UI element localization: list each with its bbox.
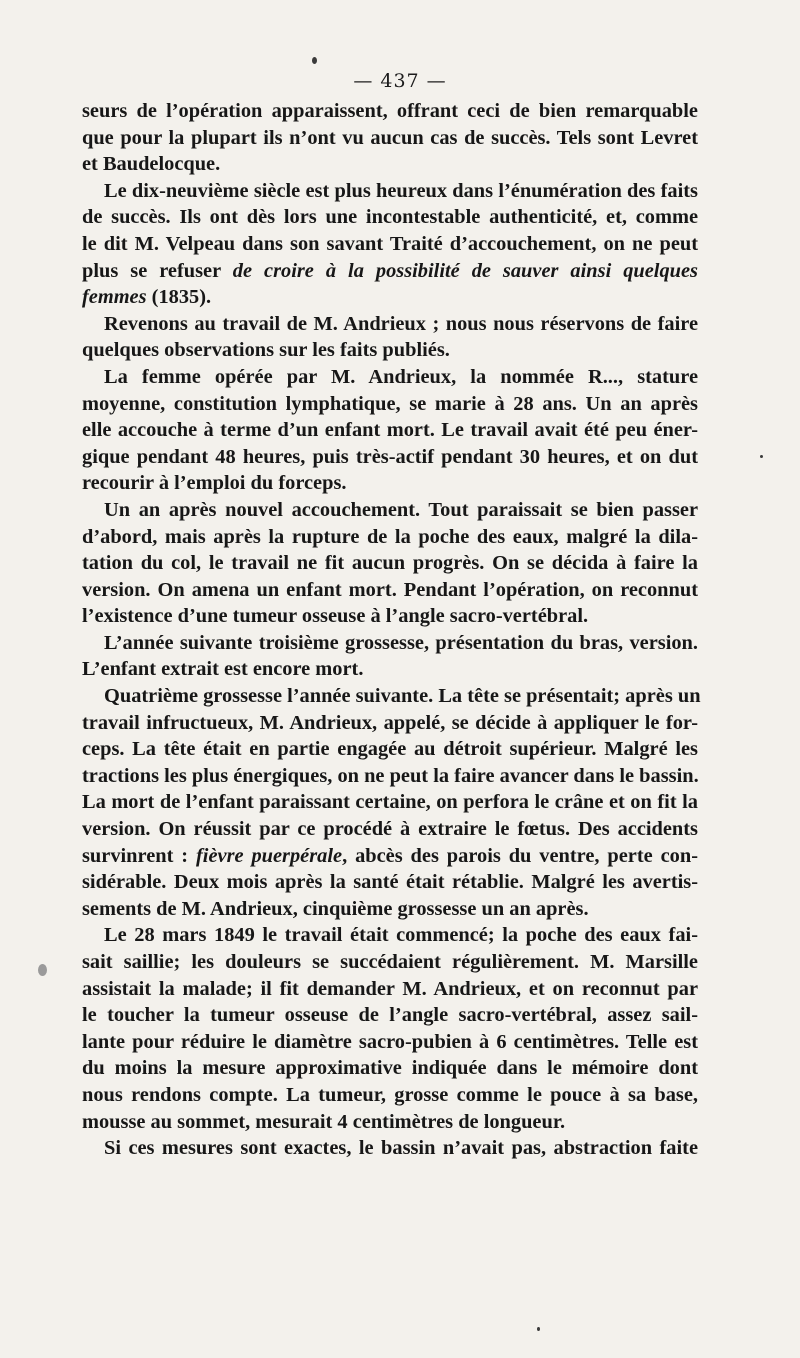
text-run: mousse au sommet, mesurait 4 centimètres de longueur. [82,1110,566,1133]
ink-speck [38,964,47,976]
text-run: Revenons au travail de M. Andrieux ; nous nous réservons de faire [104,312,698,335]
text-line [82,896,698,923]
text-run: L’année suivante troisième grossesse, présentation du bras, version. [104,631,698,654]
ink-speck [312,57,317,64]
text-line [82,125,698,152]
text-line [82,284,698,311]
ink-speck [760,455,763,458]
text-line [82,683,701,710]
text-line [82,417,698,444]
text-run: sait saillie; les douleurs se succédaient régulièrement. M. Marsille [82,951,698,973]
text-line [82,922,698,949]
text-line [82,524,698,551]
text-run: et Baudelocque. [82,153,221,176]
italic-text: femmes [82,286,147,309]
text-run: tractions les plus énergiques, on ne peut la faire avancer dans le bassin. [82,764,699,787]
text-line [82,789,698,816]
text-line [82,763,698,790]
text-line [82,656,698,683]
text-run: Un an après nouvel accouchement. Tout paraissait se bien passer [104,498,698,521]
text-run: moyenne, constitution lymphatique, se marie à 28 ans. Un an après [82,392,698,415]
text-line [82,1109,698,1136]
text-line [82,311,698,338]
text-run: nous rendons compte. La tumeur, grosse comme le pouce à sa base, [82,1083,698,1106]
text-run: ceps. La tête était en partie engagée au détroit supérieur. Malgré les [82,738,698,761]
text-line [82,178,698,205]
text-run: lante pour réduire le diamètre sacro-pubien à 6 centimètres. Telle est [82,1030,698,1053]
text-run: seurs de l’opération apparaissent, offrant ceci de bien remarquable [82,100,698,122]
text-run: quelques observations sur les faits publiés. [82,339,450,362]
text-run: version. On amena un enfant mort. Pendant l’opération, on reconnut [82,578,698,601]
text-line [82,630,698,657]
text-run: sements de M. Andrieux, cinquième grossesse un an après. [82,897,589,920]
text-line [82,258,698,285]
page-number: — 437 — [353,70,447,92]
text-run: le dit M. Velpeau dans son savant Traité d’accouchement, on ne peut [82,232,698,255]
ink-speck [537,1327,540,1331]
italic-text: de croire à la possibilité de sauver ainsi quelques [232,259,698,282]
text-run: Si ces mesures sont exactes, le bassin n’avait pas, abstraction faite [104,1137,698,1160]
text-run: gique pendant 48 heures, puis très-actif pendant 30 heures, et on dut [82,445,698,468]
text-run: assistait la malade; il fit demander M. Andrieux, et on reconnut par [82,977,698,1000]
text-line [82,1135,698,1162]
text-line [82,1029,698,1056]
text-run: Le dix-neuvième siècle est plus heureux dans l’énumération des faits [104,179,698,202]
text-line [82,976,698,1003]
text-run: plus se refuser [82,259,221,282]
text-run: du moins la mesure approximative indiquée dans le mémoire dont [82,1057,698,1080]
text-run: (1835). [146,286,212,309]
text-run: La mort de l’enfant paraissant certaine, on perfora le crâne et on fit la [82,791,698,814]
text-line [82,603,698,630]
text-line [82,550,698,577]
text-line [82,736,698,763]
text-line [82,710,698,737]
text-run: d’abord, mais après la rupture de la poche des eaux, malgré la dila- [82,525,698,548]
text-line [82,204,698,231]
text-run: L’enfant extrait est encore mort. [82,658,364,681]
text-line [82,1082,698,1109]
text-run: tation du col, le travail ne fit aucun progrès. On se décida à faire la [82,552,698,575]
body-text [82,98,701,1162]
text-run: elle accouche à terme d’un enfant mort. Le travail avait été peu éner- [82,419,698,442]
text-run: survinrent : [82,844,189,867]
text-line [82,364,698,391]
text-line [82,337,698,364]
text-run: version. On réussit par ce procédé à extraire le fœtus. Des accidents [82,818,698,841]
text-line [82,151,698,178]
text-line [82,391,698,418]
text-line [82,949,698,976]
text-run: sidérable. Deux mois après la santé était rétablie. Malgré les avertis- [82,871,698,894]
text-run: Le 28 mars 1849 le travail était commencé; la poche des eaux fai- [104,924,698,947]
text-line [82,816,698,843]
text-run: que pour la plupart ils n’ont vu aucun cas de succès. Tels sont Levret [82,126,698,149]
text-run: , abcès des parois du ventre, perte con- [342,844,698,867]
text-run: l’existence d’une tumeur osseuse à l’angle sacro-vertébral. [82,605,589,628]
text-run: le toucher la tumeur osseuse de l’angle sacro-vertébral, assez sail- [82,1004,698,1027]
text-run: travail infructueux, M. Andrieux, appelé, se décide à appliquer le for- [82,711,698,734]
italic-text: fièvre puerpérale [196,844,343,867]
text-line [82,231,698,258]
text-line [82,869,698,896]
text-line [82,1002,698,1029]
text-line [82,843,698,870]
text-line [82,470,698,497]
text-line [82,1055,698,1082]
text-line [82,98,698,125]
text-run: de succès. Ils ont dès lors une incontestable authenticité, et, comme [82,206,698,229]
text-run: recourir à l’emploi du forceps. [82,472,347,495]
text-run: Quatrième grossesse l’année suivante. La tête se présentait; après un [104,685,701,708]
text-line [82,497,698,524]
text-line [82,577,698,604]
text-line [82,444,698,471]
text-run: La femme opérée par M. Andrieux, la nommée R..., stature [104,365,698,388]
